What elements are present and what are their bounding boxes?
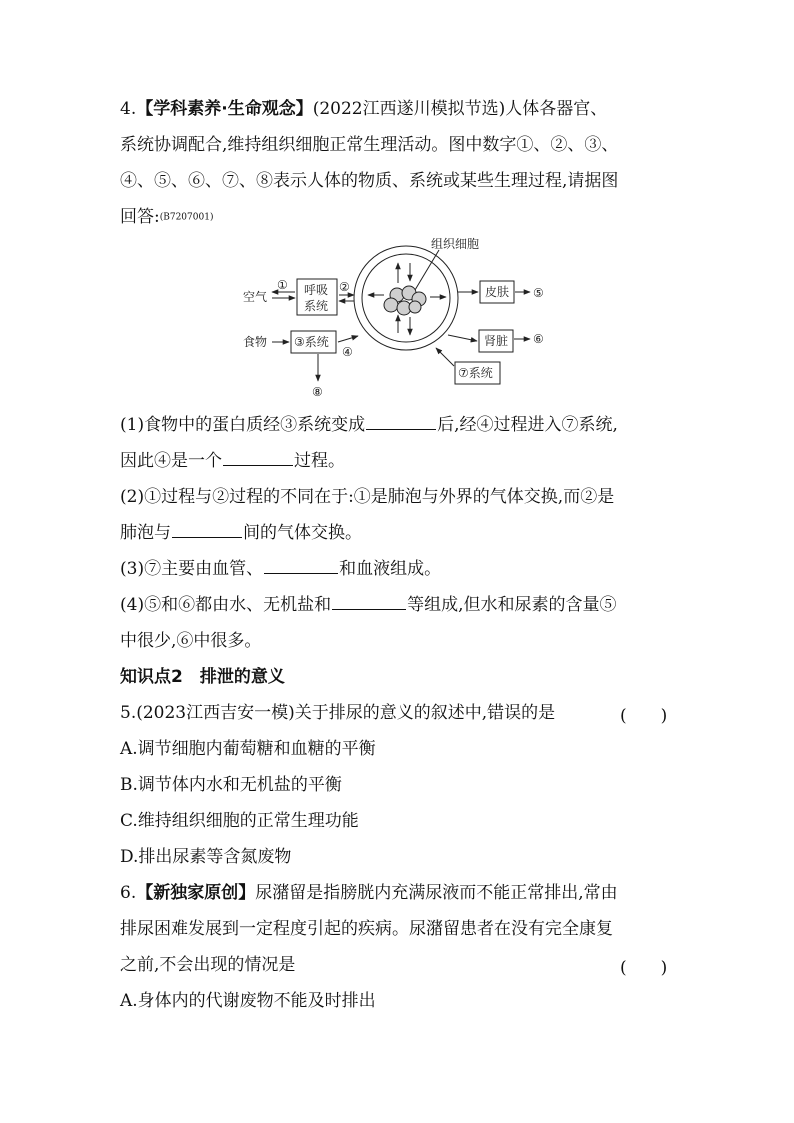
answer-blank-4[interactable]	[264, 557, 338, 574]
q4-sub1-text-a: (1)食物中的蛋白质经③系统变成	[120, 415, 366, 435]
q5-option-b[interactable]: B.调节体内水和无机盐的平衡	[120, 775, 342, 795]
q6-option-a[interactable]: A.身体内的代谢废物不能及时排出	[120, 991, 376, 1011]
q4-line4	[120, 205, 213, 230]
q4-sub1-line1	[120, 413, 618, 437]
q6-line3: 之前,不会出现的情况是	[120, 955, 296, 975]
num-1: ①	[277, 278, 288, 292]
q6-line2: 排尿困难发展到一定程度引起的疾病。尿潴留患者在没有完全康复	[120, 919, 613, 939]
q4-number: 4.	[120, 99, 137, 119]
q4-line1	[120, 97, 607, 121]
q4-code: (B7207001)	[159, 212, 214, 223]
num-8: ⑧	[312, 385, 323, 399]
q4-sub2-text-c: 间的气体交换。	[243, 523, 362, 543]
q4-line1-text: (2022江西遂川模拟节选)人体各器官、	[312, 99, 608, 119]
q5-option-c[interactable]: C.维持组织细胞的正常生理功能	[120, 811, 359, 831]
q6-answer-paren[interactable]: ( )	[620, 958, 668, 978]
q4-line2: 系统协调配合,维持组织细胞正常生理活动。图中数字①、②、③、	[120, 135, 619, 155]
q6-number: 6.	[120, 883, 137, 903]
cell-label: 组织细胞	[431, 237, 480, 251]
air-label: 空气	[243, 290, 268, 304]
q4-sub3-text-b: 和血液组成。	[339, 559, 442, 579]
q4-sub1-text-c: 因此④是一个	[120, 451, 222, 471]
respiratory-label-2: 系统	[304, 299, 329, 313]
section-heading: 知识点2 排泄的意义	[120, 667, 285, 687]
kidney-label: 肾脏	[484, 334, 509, 348]
q4-sub3-text-a: (3)⑦主要由血管、	[120, 559, 264, 579]
q5-option-d[interactable]: D.排出尿素等含氮废物	[120, 847, 292, 867]
q4-sub1-line2	[120, 449, 345, 473]
skin-label: 皮肤	[485, 285, 510, 299]
num-6: ⑥	[533, 332, 544, 346]
cell-4	[384, 298, 398, 312]
food-label: 食物	[243, 335, 268, 349]
num-2: ②	[339, 280, 350, 294]
num-4: ④	[342, 345, 353, 359]
q5-stem: 5.(2023江西吉安一模)关于排尿的意义的叙述中,错误的是	[120, 703, 556, 723]
q4-sub2-text-b: 肺泡与	[120, 523, 171, 543]
cell-6	[409, 301, 421, 313]
q4-sub1-text-d: 过程。	[294, 451, 345, 471]
answer-blank-3[interactable]	[172, 521, 242, 538]
physiology-diagram	[0, 235, 794, 405]
q6-tag: 【新独家原创】	[136, 883, 256, 903]
q4-sub4-line2: 中很少,⑥中很多。	[120, 631, 262, 651]
answer-blank-1[interactable]	[366, 413, 436, 430]
q4-sub4-text-b: 等组成,但水和尿素的含量⑤	[407, 595, 617, 615]
q4-answer-prompt: 回答:	[120, 207, 160, 227]
q4-sub3	[120, 557, 441, 581]
q4-sub1-text-b: 后,经④过程进入⑦系统,	[437, 415, 618, 435]
answer-blank-2[interactable]	[223, 449, 293, 466]
q4-sub2-line2	[120, 521, 362, 545]
answer-blank-5[interactable]	[332, 593, 406, 610]
circulatory-label: ⑦系统	[458, 366, 493, 380]
q4-line3: ④、⑤、⑥、⑦、⑧表示人体的物质、系统或某些生理过程,请据图	[120, 171, 619, 191]
num-5: ⑤	[533, 286, 544, 300]
q4-sub4-text-a: (4)⑤和⑥都由水、无机盐和	[120, 595, 332, 615]
q4-sub4-line1	[120, 593, 617, 617]
q5-option-a[interactable]: A.调节细胞内葡萄糖和血糖的平衡	[120, 739, 376, 759]
q4-tag: 【学科素养·生命观念】	[136, 99, 313, 119]
q6-line1-text: 尿潴留是指膀胱内充满尿液而不能正常排出,常由	[255, 883, 618, 903]
q5-answer-paren[interactable]: ( )	[620, 706, 668, 726]
digestive-label: ③系统	[294, 335, 329, 349]
respiratory-label-1: 呼吸	[304, 283, 329, 297]
q4-sub2-line1: (2)①过程与②过程的不同在于:①是肺泡与外界的气体交换,而②是	[120, 487, 615, 507]
q6-line1	[120, 881, 618, 905]
